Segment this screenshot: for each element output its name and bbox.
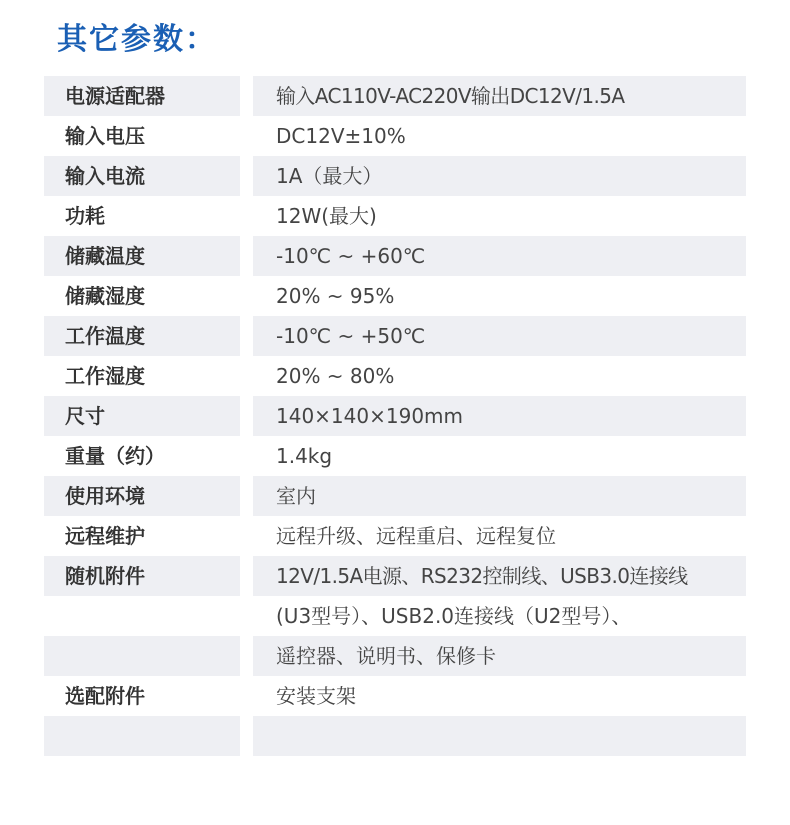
row-value: 20% ~ 95% xyxy=(276,284,395,308)
table-row-remote-maintenance xyxy=(44,516,746,556)
row-value: -10℃ ~ +50℃ xyxy=(253,316,746,356)
table-row-storage-humidity xyxy=(44,276,746,316)
row-value: -10℃ ~ +60℃ xyxy=(253,236,746,276)
table-row-power-consumption xyxy=(44,196,746,236)
row-value: DC12V±10% xyxy=(276,124,406,148)
row-label: 远程维护 xyxy=(65,524,145,548)
row-label: 随机附件 xyxy=(44,556,240,596)
row-value: 1A（最大） xyxy=(253,156,746,196)
row-label xyxy=(44,596,240,636)
row-label: 尺寸 xyxy=(44,396,240,436)
table-row-input-voltage xyxy=(44,116,746,156)
row-label: 工作温度 xyxy=(44,316,240,356)
table-row-operating-humidity xyxy=(44,356,746,396)
table-row-included-accessories xyxy=(44,556,746,596)
table-row-environment xyxy=(44,476,746,516)
row-value: 输入AC110V-AC220V输出DC12V/1.5A xyxy=(253,76,746,116)
row-label: 输入电压 xyxy=(65,124,145,148)
row-label: 储藏湿度 xyxy=(65,284,145,308)
row-value: 室内 xyxy=(253,476,746,516)
row-value: (U3型号）、USB2.0连接线（U2型号）、 xyxy=(276,604,632,628)
row-value: 20% ~ 80% xyxy=(276,364,395,388)
row-value: 遥控器、说明书、保修卡 xyxy=(253,636,746,676)
row-label: 储藏温度 xyxy=(44,236,240,276)
table-row-input-current xyxy=(44,156,746,196)
table-row-power-adapter xyxy=(44,76,746,116)
table-row-included-accessories-cont xyxy=(44,636,746,676)
row-label: 重量（约） xyxy=(65,444,165,468)
row-value xyxy=(253,716,746,756)
row-label: 工作湿度 xyxy=(65,364,145,388)
section-title: 其它参数： xyxy=(57,22,217,57)
row-value: 远程升级、远程重启、远程复位 xyxy=(276,524,556,548)
table-row-optional-accessories xyxy=(44,676,746,716)
table-row-empty xyxy=(44,716,746,756)
row-label: 使用环境 xyxy=(44,476,240,516)
row-value: 1.4kg xyxy=(276,444,333,468)
row-label: 功耗 xyxy=(65,204,105,228)
row-label: 电源适配器 xyxy=(44,76,240,116)
spec-table xyxy=(44,76,746,756)
row-label: 输入电流 xyxy=(44,156,240,196)
row-label xyxy=(44,636,240,676)
row-label: 选配附件 xyxy=(65,684,145,708)
row-value: 12V/1.5A电源、RS232控制线、USB3.0连接线 xyxy=(253,556,746,596)
row-label xyxy=(44,716,240,756)
row-value: 安装支架 xyxy=(276,684,356,708)
row-value: 12W(最大) xyxy=(276,204,377,228)
row-value: 140×140×190mm xyxy=(253,396,746,436)
table-row-included-accessories-cont xyxy=(44,596,746,636)
table-row-operating-temperature xyxy=(44,316,746,356)
table-row-weight xyxy=(44,436,746,476)
table-row-dimensions xyxy=(44,396,746,436)
table-row-storage-temperature xyxy=(44,236,746,276)
